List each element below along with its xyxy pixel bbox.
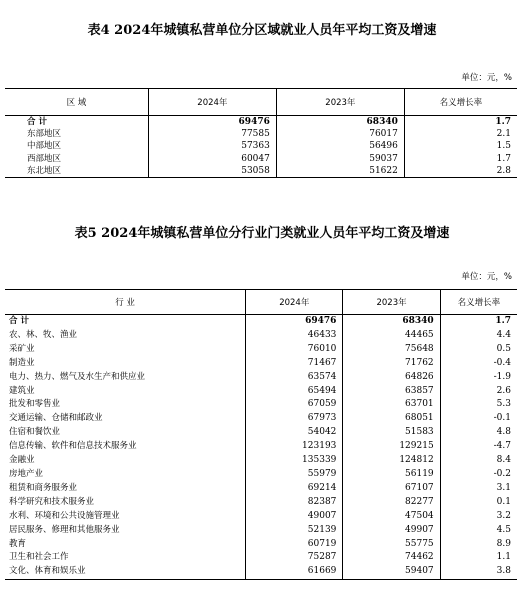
growth-rate: 4.8 xyxy=(440,426,517,440)
growth-rate: 8.9 xyxy=(440,538,517,552)
table-row xyxy=(5,468,517,482)
value-2024: 76010 xyxy=(246,343,343,357)
table-row xyxy=(5,398,517,412)
table-row xyxy=(5,510,517,524)
column-header-region: 区 域 xyxy=(5,89,148,116)
value-2024: 135339 xyxy=(246,454,343,468)
value-2023: 47504 xyxy=(343,510,440,524)
row-label: 西部地区 xyxy=(27,153,62,164)
value-2023: 68340 xyxy=(276,116,404,129)
table-row xyxy=(5,565,517,579)
growth-rate: -4.7 xyxy=(440,440,517,454)
value-2024: 75287 xyxy=(246,551,343,565)
value-2024: 61669 xyxy=(246,565,343,579)
table-row xyxy=(5,538,517,552)
value-2024: 55979 xyxy=(246,468,343,482)
value-2023: 56119 xyxy=(343,468,440,482)
value-2023: 51622 xyxy=(276,165,404,178)
row-label: 水利、环境和公共设施管理业 xyxy=(9,510,120,521)
table-row xyxy=(5,140,517,152)
growth-rate: 3.2 xyxy=(440,510,517,524)
table-row xyxy=(5,426,517,440)
growth-rate: 2.6 xyxy=(440,385,517,399)
column-header-2023: 2023年 xyxy=(343,290,440,315)
growth-rate: 1.5 xyxy=(404,140,517,152)
value-2024: 71467 xyxy=(246,357,343,371)
value-2024: 69214 xyxy=(246,482,343,496)
value-2023: 59037 xyxy=(276,153,404,165)
value-2024: 54042 xyxy=(246,426,343,440)
value-2023: 129215 xyxy=(343,440,440,454)
value-2023: 68051 xyxy=(343,412,440,426)
value-2024: 69476 xyxy=(148,116,276,129)
value-2024: 123193 xyxy=(246,440,343,454)
value-2023: 71762 xyxy=(343,357,440,371)
value-2024: 57363 xyxy=(148,140,276,152)
row-label: 交通运输、仓储和邮政业 xyxy=(9,413,103,424)
value-2023: 44465 xyxy=(343,329,440,343)
value-2023: 67107 xyxy=(343,482,440,496)
growth-rate: 4.5 xyxy=(440,524,517,538)
growth-rate: -1.9 xyxy=(440,371,517,385)
table-row xyxy=(5,454,517,468)
growth-rate: -0.2 xyxy=(440,468,517,482)
value-2024: 46433 xyxy=(246,329,343,343)
value-2024: 67059 xyxy=(246,398,343,412)
growth-rate: -0.1 xyxy=(440,412,517,426)
row-label: 农、林、牧、渔业 xyxy=(9,329,78,340)
table-row xyxy=(5,482,517,496)
table-row xyxy=(5,385,517,399)
row-label: 东部地区 xyxy=(27,129,62,140)
table-row xyxy=(5,153,517,165)
column-header-growth: 名义增长率 xyxy=(440,290,517,315)
value-2023: 124812 xyxy=(343,454,440,468)
column-header-industry: 行 业 xyxy=(5,290,246,315)
row-label: 批发和零售业 xyxy=(9,399,61,410)
table-row xyxy=(5,357,517,371)
value-2024: 53058 xyxy=(148,165,276,178)
table5 xyxy=(5,289,517,580)
row-label: 电力、热力、燃气及水生产和供应业 xyxy=(9,371,146,382)
value-2024: 69476 xyxy=(246,315,343,329)
row-label: 房地产业 xyxy=(9,468,44,479)
row-label: 合 计 xyxy=(27,117,47,127)
row-label: 居民服务、修理和其他服务业 xyxy=(9,524,120,535)
row-label: 科学研究和技术服务业 xyxy=(9,496,95,507)
table4 xyxy=(5,88,517,178)
value-2023: 64826 xyxy=(343,371,440,385)
column-header-2024: 2024年 xyxy=(148,89,276,116)
table-row xyxy=(5,412,517,426)
value-2023: 51583 xyxy=(343,426,440,440)
table-row xyxy=(5,165,517,178)
row-label: 文化、体育和娱乐业 xyxy=(5,565,246,579)
value-2023: 63857 xyxy=(343,385,440,399)
row-label: 租赁和商务服务业 xyxy=(9,482,78,493)
row-label: 合 计 xyxy=(9,316,29,326)
growth-rate: 2.8 xyxy=(404,165,517,178)
value-2024: 65494 xyxy=(246,385,343,399)
growth-rate: 1.7 xyxy=(404,153,517,165)
value-2024: 82387 xyxy=(246,496,343,510)
value-2024: 60719 xyxy=(246,538,343,552)
row-label: 教育 xyxy=(9,538,27,549)
row-label: 金融业 xyxy=(9,455,35,466)
table5-header-row xyxy=(5,290,517,315)
row-label: 制造业 xyxy=(9,357,35,368)
table-row xyxy=(5,496,517,510)
table-row xyxy=(5,524,517,538)
value-2023: 63701 xyxy=(343,398,440,412)
value-2024: 63574 xyxy=(246,371,343,385)
table4-header-row xyxy=(5,89,517,116)
value-2023: 76017 xyxy=(276,128,404,140)
growth-rate: 0.1 xyxy=(440,496,517,510)
row-label: 中部地区 xyxy=(27,141,62,152)
table-row xyxy=(5,440,517,454)
value-2024: 77585 xyxy=(148,128,276,140)
total-row xyxy=(5,315,517,329)
value-2023: 74462 xyxy=(343,551,440,565)
table-row xyxy=(5,371,517,385)
table-row xyxy=(5,551,517,565)
column-header-2024: 2024年 xyxy=(246,290,343,315)
table-row xyxy=(5,128,517,140)
growth-rate: 8.4 xyxy=(440,454,517,468)
row-label: 信息传输、软件和信息技术服务业 xyxy=(9,441,137,452)
value-2023: 49907 xyxy=(343,524,440,538)
value-2023: 56496 xyxy=(276,140,404,152)
column-header-growth: 名义增长率 xyxy=(404,89,517,116)
growth-rate: 1.1 xyxy=(440,551,517,565)
growth-rate: -0.4 xyxy=(440,357,517,371)
table4-unit: 单位：元，% xyxy=(461,73,512,83)
growth-rate: 4.4 xyxy=(440,329,517,343)
column-header-2023: 2023年 xyxy=(276,89,404,116)
row-label: 住宿和餐饮业 xyxy=(9,427,61,438)
table5-title: 表5 2024年城镇私营单位分行业门类就业人员年平均工资及增速 xyxy=(74,226,450,241)
growth-rate: 3.8 xyxy=(440,565,517,579)
table4-title: 表4 2024年城镇私营单位分区域就业人员年平均工资及增速 xyxy=(87,23,437,38)
value-2024: 67973 xyxy=(246,412,343,426)
row-label: 卫生和社会工作 xyxy=(9,552,69,563)
table-row xyxy=(5,329,517,343)
growth-rate: 1.7 xyxy=(440,315,517,329)
growth-rate: 2.1 xyxy=(404,128,517,140)
value-2023: 68340 xyxy=(343,315,440,329)
value-2023: 75648 xyxy=(343,343,440,357)
value-2024: 52139 xyxy=(246,524,343,538)
growth-rate: 3.1 xyxy=(440,482,517,496)
row-label: 建筑业 xyxy=(9,385,35,396)
row-label: 采矿业 xyxy=(9,343,35,354)
growth-rate: 0.5 xyxy=(440,343,517,357)
value-2024: 60047 xyxy=(148,153,276,165)
value-2023: 82277 xyxy=(343,496,440,510)
table-row xyxy=(5,343,517,357)
row-label: 东北地区 xyxy=(5,165,148,178)
value-2023: 59407 xyxy=(343,565,440,579)
value-2023: 55775 xyxy=(343,538,440,552)
value-2024: 49007 xyxy=(246,510,343,524)
growth-rate: 1.7 xyxy=(404,116,517,129)
total-row xyxy=(5,116,517,129)
table5-unit: 单位：元，% xyxy=(461,272,512,282)
growth-rate: 5.3 xyxy=(440,398,517,412)
